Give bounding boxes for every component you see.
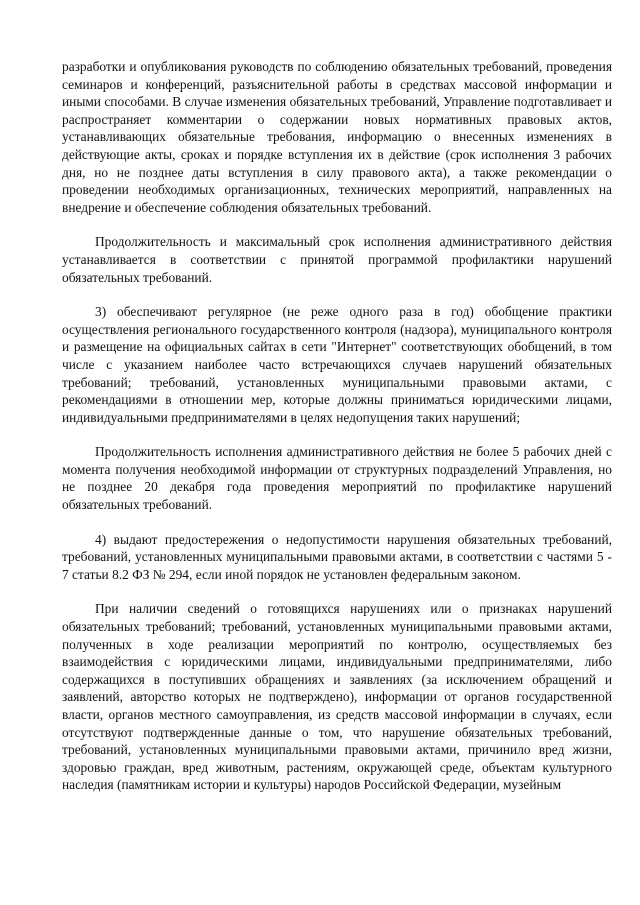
- paragraph-4: Продолжительность исполнения административного действия не более 5 рабочих дней с момента получения необходимой информации от структурных подразделений Управления, но не позднее 20 декабря года проведения мероприятий по профилактике нарушений обязательных требований.: [62, 444, 612, 513]
- paragraph-6: При наличии сведений о готовящихся нарушениях или о признаках нарушений обязательных требований; требований, установленных муниципальными правовыми актами, полученных в ходе реализации мероприятий по контролю, осуществляемых без взаимодействия с юридическими лицами, индивидуальными предпринимателями, либо содержащихся в поступивших обращениях и заявлениях (за исключением обращений и заявлений, авторство которых не подтверждено), информации от органов государственной власти, органов местного самоуправления, из средств массовой информации в случаях, если отсутствуют подтвержденные данные о том, что нарушение обязательных требований, требований, установленных муниципальными правовыми актами, причинило вред жизни, здоровью граждан, вред животным, растениям, окружающей среде, объектам культурного наследия (памятникам истории и культуры) народов Российской Федерации, музейным: [62, 601, 612, 793]
- paragraph-1: разработки и опубликования руководств по соблюдению обязательных требований, проведения семинаров и конференций, разъяснительной работы в средствах массовой информации и иными способами. В случае изменения обязательных требований, Управление подготавливает и распространяет комментарии о содержании новых нормативных правовых актов, устанавливающих обязательные требования, информацию о внесенных изменениях в действующие акты, сроках и порядке вступления их в действие (срок исполнения 3 рабочих дня, но не позднее даты вступления в силу правового акта), а также рекомендации о проведении необходимых организационных, технических мероприятий, направленных на внедрение и обеспечение соблюдения обязательных требований.: [62, 59, 612, 215]
- paragraph-3: 3) обеспечивают регулярное (не реже одного раза в год) обобщение практики осуществления регионального государственного контроля (надзора), муниципального контроля и размещение на официальных сайтах в сети "Интернет" соответствующих обобщений, в том числе с указанием наиболее часто встречающихся случаев нарушений обязательных требований; требований, установленных муниципальными правовыми актами, с рекомендациями в отношении мер, которые должны приниматься юридическими лицами, индивидуальными предпринимателями в целях недопущения таких нарушений;: [62, 304, 612, 425]
- paragraph-5: 4) выдают предостережения о недопустимости нарушения обязательных требований, требований, установленных муниципальными правовыми актами, в соответствии с частями 5 - 7 статьи 8.2 ФЗ № 294, если иной порядок не установлен федеральным законом.: [62, 531, 612, 582]
- paragraph-2: Продолжительность и максимальный срок исполнения административного действия устанавливается в соответствии с принятой программой профилактики нарушений обязательных требований.: [62, 234, 612, 285]
- document-page: [62, 58, 612, 811]
